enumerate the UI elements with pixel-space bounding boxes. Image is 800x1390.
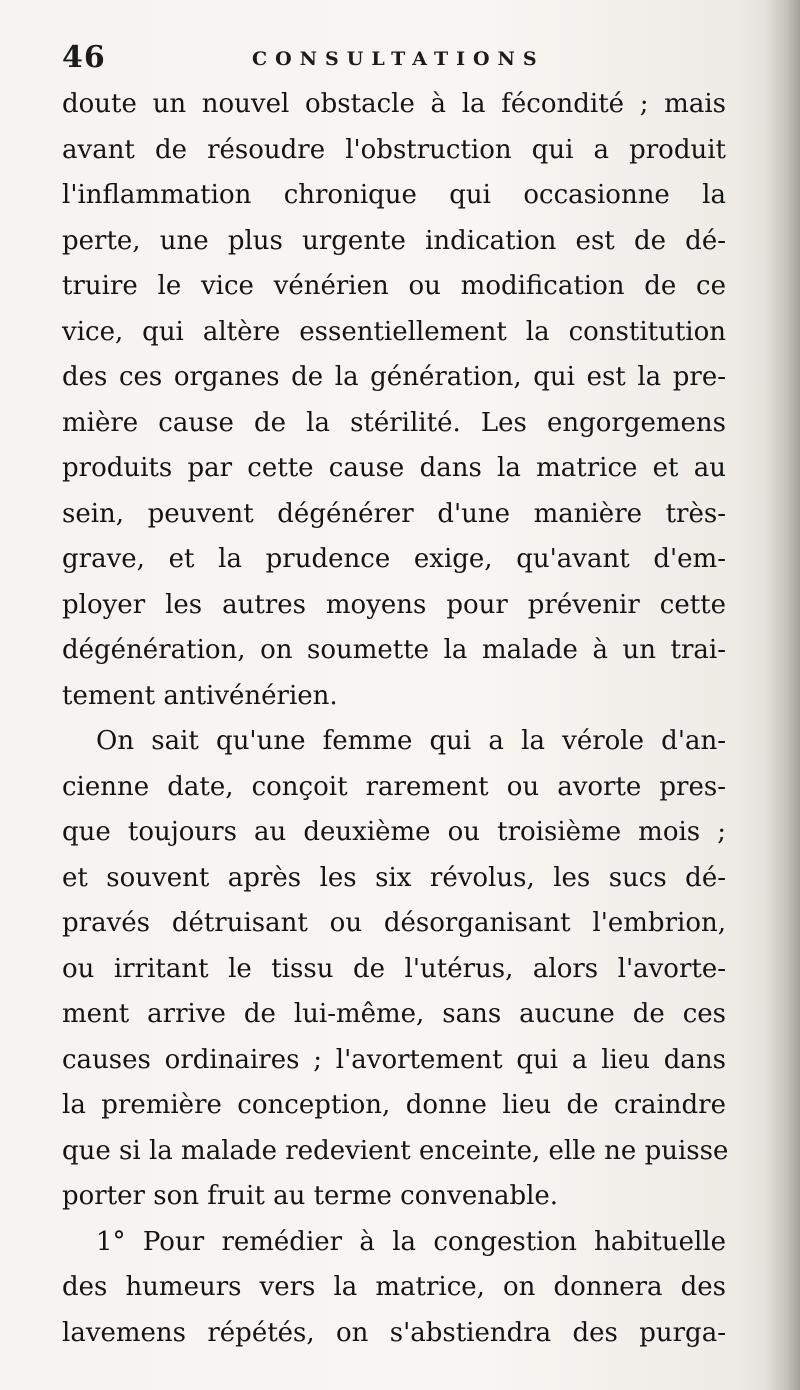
text-line: causes ordinaires ; l'avortement qui a lieu dans [62, 1044, 726, 1075]
text-line: doute un nouvel obstacle à la fécondité ; mais [62, 89, 726, 119]
text-line: et souvent après les six révolus, les sucs dé- [62, 862, 726, 893]
running-title: CONSULTATIONS [252, 48, 545, 70]
text-line: cienne date, conçoit rarement ou avorte pres- [62, 771, 726, 802]
text-line: lavemens répétés, on s'abstiendra des purga- [62, 1317, 726, 1348]
paragraph [62, 719, 729, 1220]
text-line: perte, une plus urgente indication est de dé- [62, 225, 726, 256]
text-line: pravés détruisant ou désorganisant l'embrion, [62, 908, 726, 938]
text-line: porter son fruit au terme convenable. [62, 1181, 559, 1211]
text-line: avant de résoudre l'obstruction qui a produit [62, 134, 726, 165]
text-line: vice, qui altère essentiellement la constitution [62, 316, 726, 347]
running-head [62, 40, 722, 80]
text-line: des ces organes de la génération, qui est la pre- [62, 362, 726, 392]
text-line: que toujours au deuxième ou troisième mois ; [62, 817, 726, 847]
text-line: 1° Pour remédier à la congestion habituelle [96, 1226, 726, 1257]
text-line: ou irritant le tissu de l'utérus, alors l'avorte- [62, 953, 726, 984]
text-line: tement antivénérien. [62, 680, 338, 711]
text-body [62, 82, 729, 1356]
paragraph [62, 82, 726, 719]
text-line: On sait qu'une femme qui a la vérole d'an- [96, 726, 726, 756]
text-line: produits par cette cause dans la matrice et au [62, 453, 726, 483]
paragraph [62, 1220, 726, 1357]
text-line: sein, peuvent dégénérer d'une manière très- [62, 498, 726, 529]
text-line: mière cause de la stérilité. Les engorgemens [62, 407, 726, 438]
text-line: des humeurs vers la matrice, on donnera des [62, 1272, 726, 1302]
text-line: la première conception, donne lieu de craindre [62, 1090, 726, 1120]
text-line: que si la malade redevient enceinte, elle ne puisse [62, 1135, 729, 1166]
page-gutter-shadow [766, 0, 800, 1390]
text-line: dégénération, on soumette la malade à un trai- [62, 635, 726, 665]
text-line: truire le vice vénérien ou modification de ce [62, 271, 726, 301]
text-line: ployer les autres moyens pour prévenir cette [62, 589, 726, 620]
text-line: ment arrive de lui-même, sans aucune de ces [62, 999, 726, 1029]
text-line: l'inflammation chronique qui occasionne la [62, 180, 726, 210]
text-line: grave, et la prudence exige, qu'avant d'em- [62, 544, 726, 574]
page-number: 46 [62, 40, 106, 75]
